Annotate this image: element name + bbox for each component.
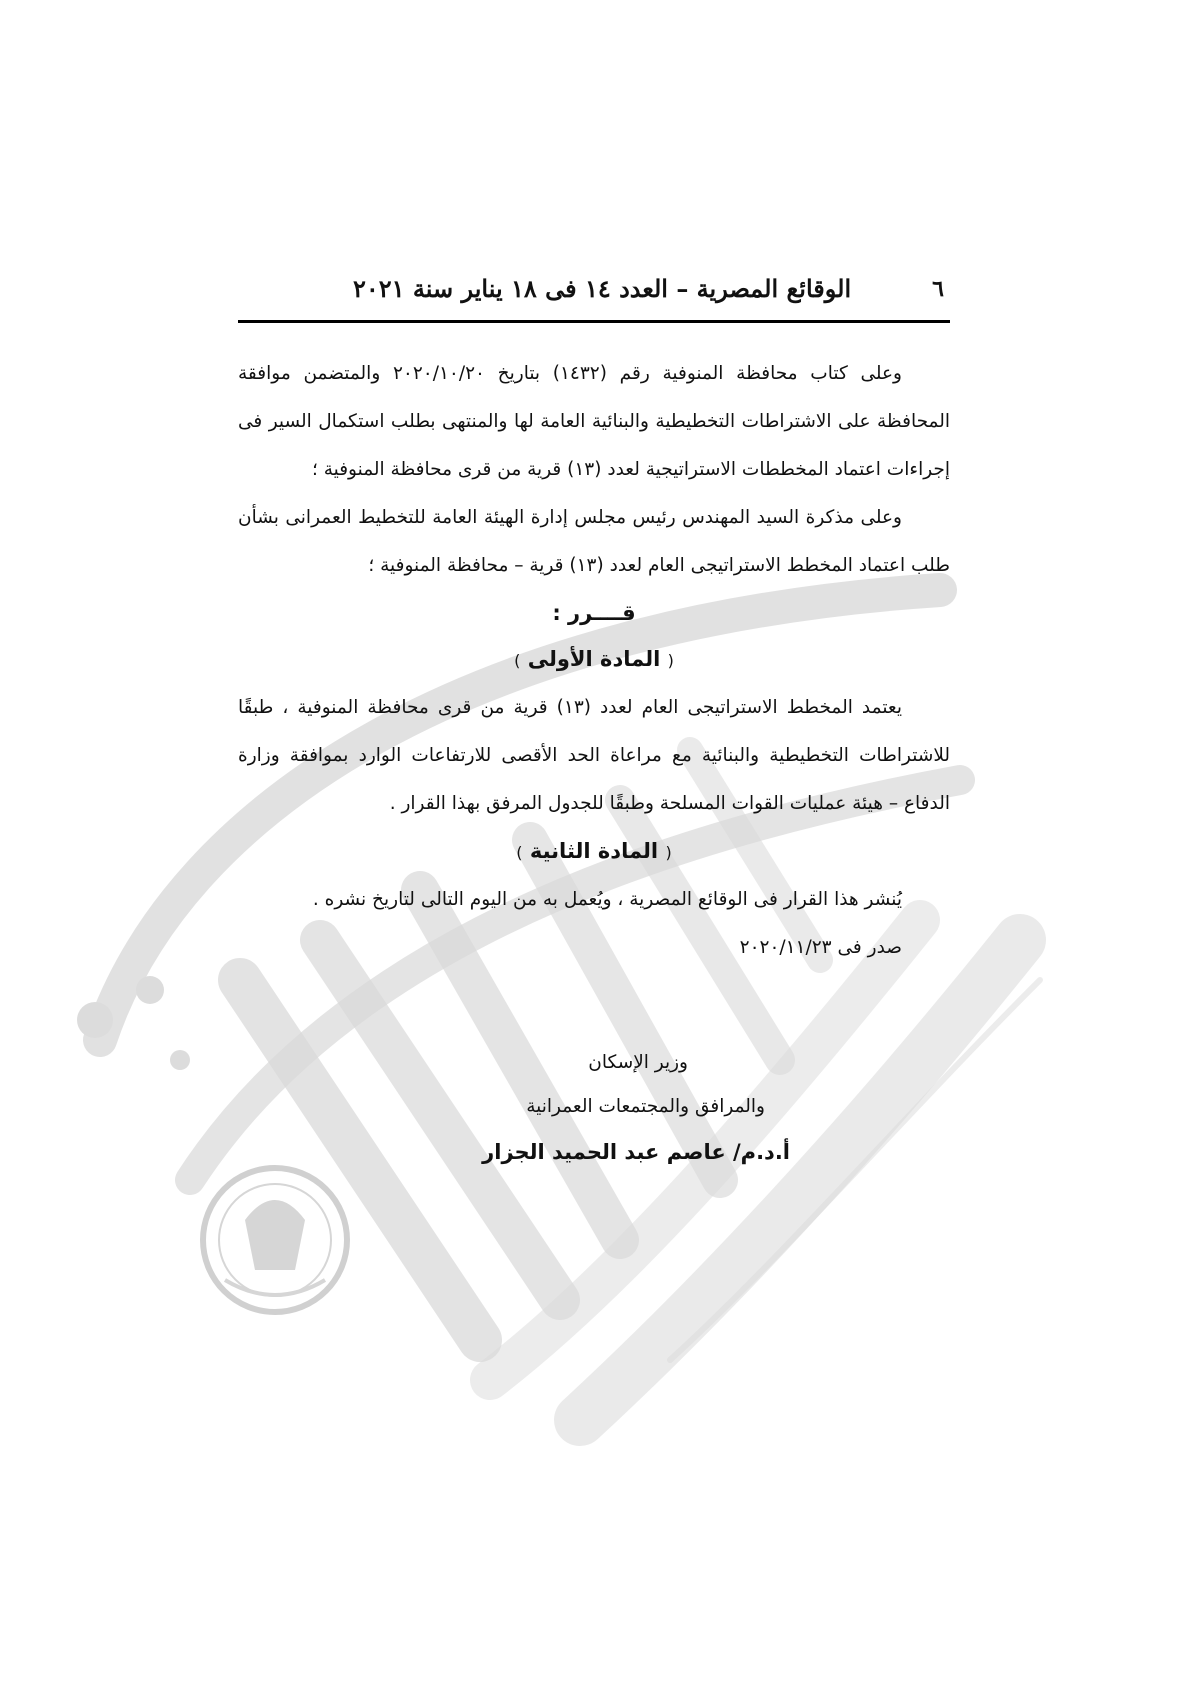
paragraph-governorate-letter: وعلى كتاب محافظة المنوفية رقم (١٤٣٢) بتاريخ ٢٠٢٠/١٠/٢٠ والمتضمن موافقة المحافظة على الاشتراطات التخطيطية والبنائية العامة لها والمنتهى بطلب استكمال السير فى إجراءات اعتماد المخططات الاستراتيجية لعدد (١٣) قرية من قرى محافظة المنوفية ؛ — [238, 363, 950, 480]
signatory-name: أ.د.م/ عاصم عبد الحميد الجزار — [482, 1140, 790, 1164]
issued-date: صدر فى ٢٠٢٠/١١/٢٣ — [739, 937, 902, 958]
signatory-title-line-2: والمرافق والمجتمعات العمرانية — [526, 1096, 765, 1117]
article-1-text: يعتمد المخطط الاستراتيجى العام لعدد (١٣) قرية من قرى محافظة المنوفية ، طبقًا للاشتراطات التخطيطية والبنائية مع مراعاة الحد الأقصى للارتفاعات الوارد بموافقة وزارة الدفاع – هيئة عمليات القوات المسلحة وطبقًا للجدول المرفق بهذا القرار . — [238, 697, 950, 814]
decree-body — [238, 350, 950, 972]
running-title: الوقائع المصرية – العدد ١٤ فى ١٨ يناير سنة ٢٠٢١ — [353, 274, 852, 303]
header-divider — [238, 320, 950, 323]
government-seal-icon — [203, 1168, 347, 1312]
decision-heading: قــــرر : — [552, 601, 636, 625]
page-header — [238, 270, 950, 316]
article-2-text: يُنشر هذا القرار فى الوقائع المصرية ، ويُعمل به من اليوم التالى لتاريخ نشره . — [312, 889, 902, 910]
article-1-title: ( المادة الأولى ) — [514, 647, 674, 671]
article-2-title-text: المادة الثانية — [529, 839, 659, 863]
paragraph-memo: وعلى مذكرة السيد المهندس رئيس مجلس إدارة الهيئة العامة للتخطيط العمرانى بشأن طلب اعتماد المخطط الاستراتيجى العام لعدد (١٣) قرية – محافظة المنوفية ؛ — [238, 507, 950, 576]
page-number: ٦ — [932, 276, 944, 302]
article-1-title-text: المادة الأولى — [527, 647, 661, 671]
signatory-title-line-1: وزير الإسكان — [588, 1052, 688, 1073]
article-2-title: ( المادة الثانية ) — [516, 839, 672, 863]
